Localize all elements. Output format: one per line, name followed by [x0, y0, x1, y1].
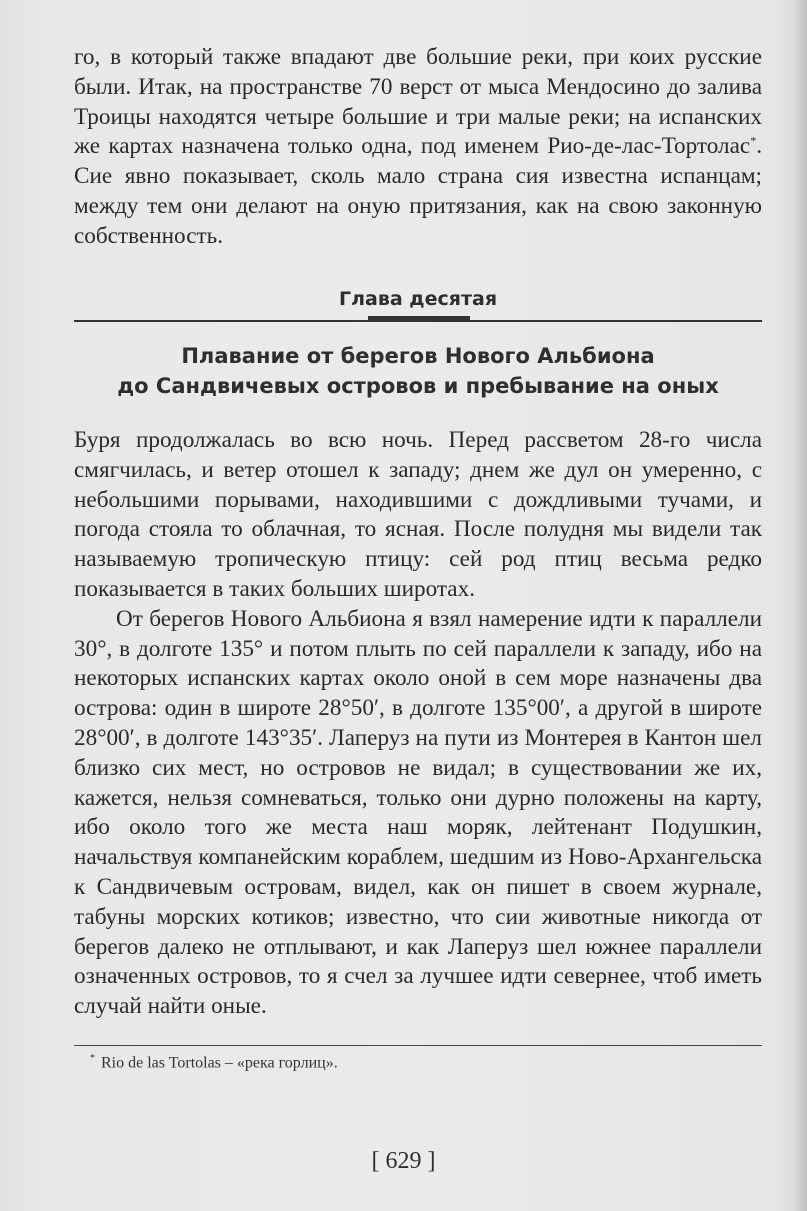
chapter-label: Глава десятая	[338, 288, 498, 310]
page-number: [ 629 ]	[371, 1148, 436, 1174]
top-paragraph-text	[74, 43, 762, 252]
footnote-mark: *	[90, 1053, 95, 1064]
top-paragraph-after-note: . Сие явно показывает, сколь мало страна сия известна испанцам; между тем они делают на оную притязания, как на свою законную собственность.	[74, 133, 762, 249]
top-paragraph-before-note: го, в который также впадают две большие реки, при коих русские были. Итак, на пространстве 70 верст от мыса Мендосино до залива Троицы находятся четыре большие и три малые реки; на испанских же картах назначена только одна, под именем Рио-де-лас-Тортолас	[74, 44, 762, 160]
chapter-title-line-1: Плавание от берегов Нового Альбиона	[181, 344, 655, 368]
footnote	[90, 1053, 338, 1072]
body-paragraph-2: От берегов Нового Альбиона я взял намерение идти к параллели 30°, в долготе 135° и потом плыть по сей параллели к западу, ибо на некоторых испанских картах около оной в сем море назначены два острова: один в широте 28°50′, в долготе 135°00′, а другой в широте 28°00′, в долготе 143°35′. Лаперуз на пути из Монтерея в Кантон шел близко сих мест, но островов не видал; в существовании же их, кажется, нельзя сомневаться, только они дурно положены на карту, ибо около того же места наш моряк, лейтенант Подушкин, начальствуя компанейским кораблем, шедшим из Ново-Архангельска к Сандвичевым островам, видел, как он пишет в своем журнале, табуны морских котиков; известно, что сии животные никогда от берегов далеко не отплывают, и как Лаперуз шел южнее параллели означенных островов, то я счел за лучшее идти севернее, чтоб иметь случай найти оные.	[74, 605, 762, 1020]
footnote-divider	[74, 1045, 762, 1046]
top-paragraph	[74, 43, 762, 252]
chapter-divider-accent	[368, 316, 470, 322]
chapter-title	[74, 341, 762, 401]
footnote-text: Rio de las Tortolas – «река горлиц».	[101, 1054, 338, 1072]
chapter-body	[74, 426, 762, 1022]
body-paragraph-1: Буря продолжалась во всю ночь. Перед рассветом 28-го числа смягчилась, и ветер отошел к западу; днем же дул он умеренно, с небольшими порывами, находившими с дождливыми тучами, и погода стояла то облачная, то ясная. После полудня мы видели так называемую тропическую птицу: сей род птиц весьма редко показывается в таких больших широтах.	[74, 427, 762, 602]
footnote-reference-mark: *	[750, 133, 757, 148]
chapter-title-line-2: до Сандвичевых островов и пребывание на оных	[117, 374, 719, 398]
